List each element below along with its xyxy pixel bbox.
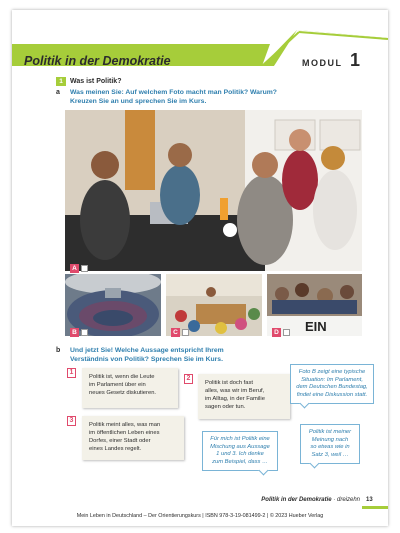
photo-d xyxy=(267,274,362,336)
photo-c-checkbox[interactable] xyxy=(182,329,189,336)
protest-banner-text: EIN xyxy=(305,319,327,334)
photo-a-image xyxy=(65,110,362,271)
photo-a xyxy=(65,110,362,271)
statement-1-number: 1 xyxy=(67,368,76,378)
chapter-title: Politik in der Demokratie xyxy=(24,54,171,68)
subtask-b-letter: b xyxy=(56,347,61,354)
task-number: 1 xyxy=(56,77,66,86)
task-title: Was ist Politik? xyxy=(70,78,122,85)
subtask-b-instruction: Und jetzt Sie! Welche Aussage entspricht Ihrem Verständnis von Politik? Sprechen Sie im Kurs. xyxy=(70,347,224,363)
speech-bubble-3: Politik ist meiner Meinung nach so etwas wie in Satz 3, weil … xyxy=(300,424,360,464)
modul-label: MODUL xyxy=(302,58,343,68)
photo-d-label: D xyxy=(272,328,281,337)
photo-d-checkbox[interactable] xyxy=(283,329,290,336)
statement-3-number: 3 xyxy=(67,416,76,426)
statement-3-card: Politik meint alles, was man im öffentlichen Leben eines Dorfes, einer Stadt oder eines Landes regelt. xyxy=(82,416,184,460)
photo-c-image xyxy=(166,274,262,336)
photo-a-label: A xyxy=(70,264,79,273)
footer-credit: Mein Leben in Deutschland – Der Orientierungskurs | ISBN 978-3-19-081499-2 | © 2023 Hueber Verlag xyxy=(76,513,324,519)
statement-2-card: Politik ist doch fast alles, was wir im Beruf, im Alltag, in der Familie sagen oder tun. xyxy=(198,374,290,419)
photo-c-label: C xyxy=(171,328,180,337)
statement-2-number: 2 xyxy=(184,374,193,384)
photo-b-label: B xyxy=(70,328,79,337)
footer-accent-bar xyxy=(362,506,388,509)
photo-b-checkbox[interactable] xyxy=(81,329,88,336)
subtask-a-letter: a xyxy=(56,89,60,96)
photo-d-image xyxy=(267,274,362,336)
photo-c xyxy=(166,274,262,336)
photo-b xyxy=(65,274,161,336)
speech-bubble-2: Für mich ist Politik eine Mischung aus Aussage 1 und 3. Ich denke zum Beispiel, dass … xyxy=(202,431,278,471)
modul-number: 1 xyxy=(350,50,361,70)
page-number: 13 xyxy=(366,497,373,503)
statement-1-card: Politik ist, wenn die Leute im Parlament über ein neues Gesetz diskutieren. xyxy=(82,368,178,408)
photo-a-checkbox[interactable] xyxy=(81,265,88,272)
textbook-page xyxy=(12,10,388,526)
footer-chapter: Politik in der Demokratie · dreizehn xyxy=(261,497,360,503)
photo-b-image xyxy=(65,274,161,336)
subtask-a-instruction: Was meinen Sie: Auf welchem Foto macht man Politik? Warum? Kreuzen Sie an und sprechen Sie im Kurs. xyxy=(70,89,277,105)
speech-bubble-1: Foto B zeigt eine typische Situation: Im Parlament, dem Deutschen Bundestag, findet eine Diskussion statt. xyxy=(290,364,374,404)
